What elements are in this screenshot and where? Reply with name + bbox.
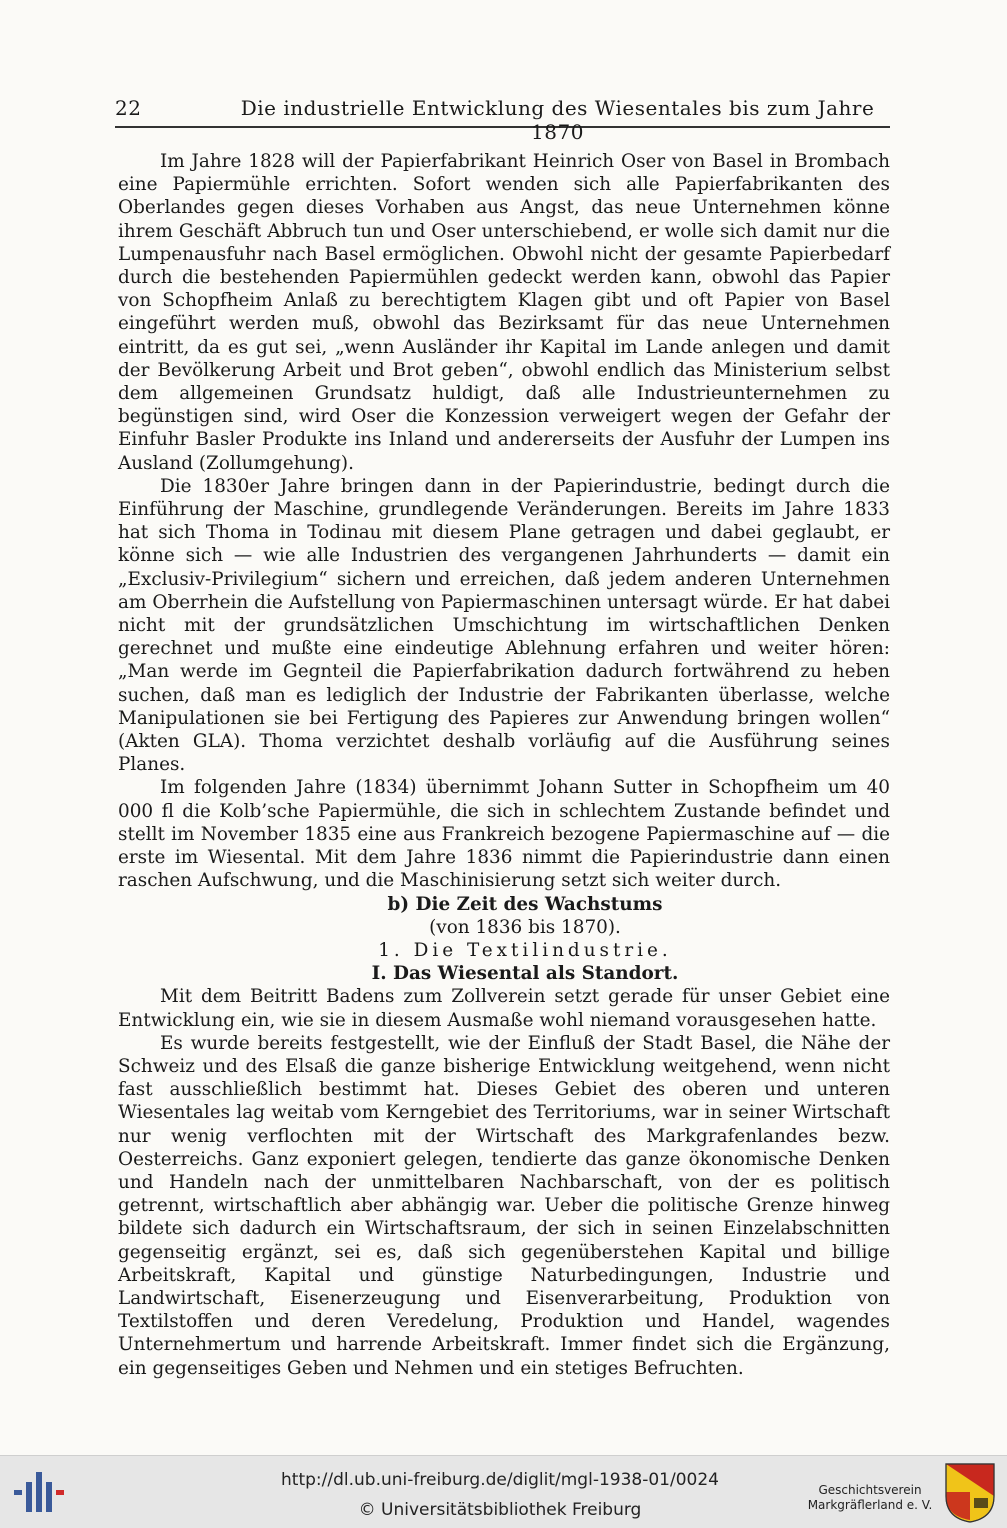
section-heading-I: I. Das Wiesental als Standort. <box>371 963 679 985</box>
running-head <box>115 92 890 144</box>
ub-freiburg-logo-icon <box>14 1468 64 1516</box>
paragraph-3: Im folgenden Jahre (1834) übernimmt Johann Sutter in Schopfheim um 40 000 fl die Kolb’sche Papiermühle, die sich in schlechtem Zustande befindet und stellt im November 1835 eine aus Frankreich bezogene Papiermaschine auf — die erste im Wiesental. Mit dem Jahre 1836 nimmt die Papierindustrie dann einen raschen Aufschwung, und die Maschinisierung setzt sich weiter durch. <box>118 777 890 892</box>
copyright-text: © Universitätsbibliothek Freiburg <box>358 1500 642 1520</box>
society-name <box>800 1483 940 1513</box>
page-number: 22 <box>115 96 142 120</box>
section-heading-b-sub: (von 1836 bis 1870). <box>429 916 621 938</box>
footer-bar <box>0 1455 1007 1528</box>
body-text <box>118 150 890 1380</box>
paragraph-2: Die 1830er Jahre bringen dann in der Papierindustrie, bedingt durch die Einführung der Maschine, grundlegende Veränderungen. Bereits im Jahre 1833 hat sich Thoma in Todinau mit diesem Plane getragen und dabei geglaubt, er könne sich — wie alle Industrien des vergangenen Jahrhunderts — damit ein „Exclusiv-Privilegium“ sichern und erreichen, daß jedem anderen Unternehmen am Oberrhein die Aufstellung von Papiermaschinen untersagt würde. Er hat dabei nicht mit der grundsätzlichen Umschichtung im wirtschaftlichen Denken gerechnet und mußte eine eindeutige Ablehnung erfahren und weiter hören: „Man werde im Gegnteil die Papierfabrikation dadurch fortwährend zu heben suchen, daß man es lediglich der Industrie der Fabrikanten überlasse, welche Manipulationen sie bei Fertigung des Papieres zur Anwendung bringen wollen“ (Akten GLA). Thoma verzichtet deshalb vorläufig auf die Ausführung seines Planes. <box>118 475 890 776</box>
society-name-line-1: Geschichtsverein <box>818 1483 922 1497</box>
paragraph-1: Im Jahre 1828 will der Papierfabrikant Heinrich Oser von Basel in Brombach eine Papiermühle errichten. Sofort wenden sich alle Papierfabrikanten des Oberlandes gegen dieses Vorhaben aus Angst, das neue Unternehmen könne ihrem Geschäft Abbruch tun und Oser unterschiebend, er wolle sich damit nur die Lumpenausfuhr nach Basel ermöglichen. Obwohl nicht der gesamte Papierbedarf durch die bestehenden Papiermühlen gedeckt werden kann, obwohl das Papier von Schopfheim Anlaß zu berechtigtem Klagen gibt und oft Papier von Basel eingeführt werden muß, obwohl das Bezirksamt für das neue Unternehmen eintritt, da es gut sei, „wenn Ausländer ihr Kapital im Lande anlegen und damit der Bevölkerung Arbeit und Brot geben“, obwohl endlich das Ministerium selbst dem allgemeinen Grundsatz huldigt, daß alle Industrieunternehmen zu begünstigen sind, wird Oser die Konzession verweigert wegen der Gefahr der Einfuhr Basler Produkte ins Inland und andererseits der Ausfuhr der Lumpen ins Ausland (Zollumgehung). <box>118 151 890 474</box>
section-heading-b: b) Die Zeit des Wachstums <box>387 893 663 915</box>
paragraph-4: Mit dem Beitritt Badens zum Zollverein setzt gerade für unser Gebiet eine Entwicklung ein, wie sie in diesem Ausmaße wohl niemand vorausgesehen hatte. <box>118 986 890 1031</box>
running-title: Die industrielle Entwicklung des Wiesentales bis zum Jahre 1870 <box>240 96 875 144</box>
society-name-line-2: Markgräflerland e. V. <box>807 1498 933 1512</box>
section-heading-1: 1. Die Textilindustrie. <box>378 939 672 961</box>
source-url-link[interactable]: http://dl.ub.uni-freiburg.de/diglit/mgl-1938-01/0024 <box>281 1470 719 1490</box>
paragraph-5: Es wurde bereits festgestellt, wie der Einfluß der Stadt Basel, die Nähe der Schweiz und des Elsaß die ganze bisherige Entwicklung weitgehend, wenn nicht fast ausschließlich bestimmt hat. Dieses Gebiet des oberen und unteren Wiesentales lag weitab vom Kerngebiet des Territoriums, war in seiner Wirtschaft nur wenig verflochten mit der Wirtschaft des Markgrafenlandes bezw. Oesterreichs. Ganz exponiert gelegen, tendierte das ganze ökonomische Denken und Handeln nach der unmittelbaren Nachbarschaft, von der es politisch getrennt, wirtschaftlich aber abhängig war. Ueber die politische Grenze hinweg bildete sich dadurch ein Wirtschaftsraum, der sich in seinen Einzelabschnitten gegenseitig ergänzt, sei es, daß sich gegenüberstehen Kapital und billige Arbeitskraft, Kapital und günstige Naturbedingungen, Industrie und Landwirtschaft, Eisenerzeugung und Eisenverarbeitung, Produktion von Textilstoffen und deren Veredelung, Produktion und Handel, wagendes Unternehmertum und harrende Arbeitskraft. Immer findet sich die Ergänzung, ein gegenseitiges Geben und Nehmen und ein stetiges Befruchten. <box>118 1032 890 1379</box>
markgraeflerland-crest-icon <box>944 1462 996 1524</box>
